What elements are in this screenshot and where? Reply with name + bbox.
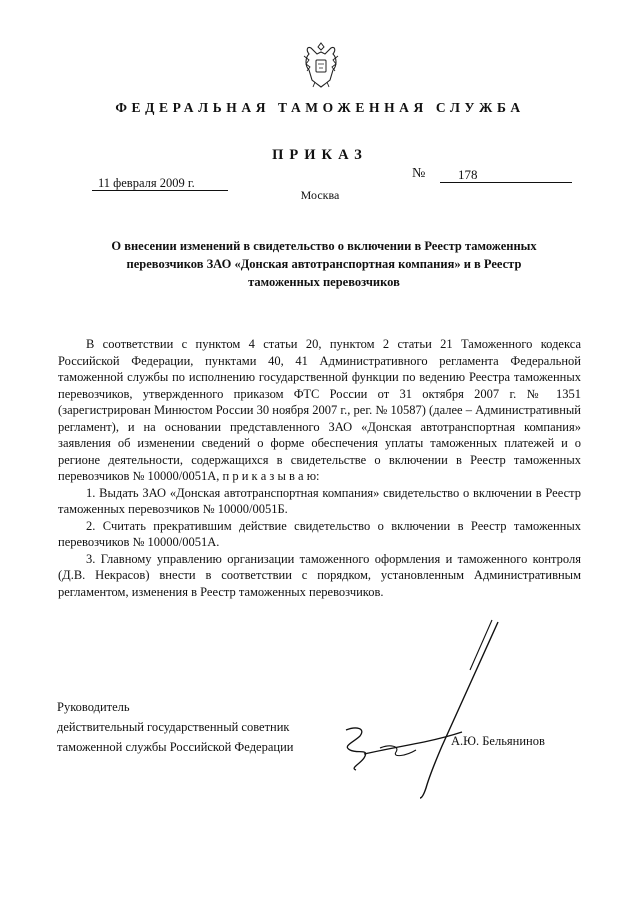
order-date: 11 февраля 2009 г. (92, 176, 228, 191)
subject-line: О внесении изменений в свидетельство о включении в Реестр таможенных (111, 239, 537, 253)
document-type-title: ПРИКАЗ (272, 147, 368, 163)
order-body (58, 336, 581, 600)
order-item-1: 1. Выдать ЗАО «Донская автотранспортная компания» свидетельство о включении в Реестр таможенных перевозчиков № 10000/0051Б. (58, 485, 581, 516)
signatory-rank: действительный государственный советник (57, 720, 290, 734)
order-number: 178 (440, 168, 572, 183)
signatory-rank-cont: таможенной службы Российской Федерации (57, 740, 294, 754)
russian-coat-of-arms-icon (300, 40, 342, 90)
handwritten-signature-icon (320, 600, 520, 800)
city-name: Москва (300, 188, 340, 202)
signatory-name: А.Ю. Бельянинов (451, 734, 545, 748)
order-item-3: 3. Главному управлению организации таможенного оформления и таможенного контроля (Д.В. Некрасов) внести в соответствии с порядком, установленным Административным регламентом, изменения в Реестр таможенных перевозчиков. (58, 551, 581, 599)
agency-name: ФЕДЕРАЛЬНАЯ ТАМОЖЕННАЯ СЛУЖБА (115, 100, 525, 115)
order-subject (74, 237, 574, 291)
preamble-paragraph: В соответствии с пунктом 4 статьи 20, пунктом 2 статьи 21 Таможенного кодекса Российской Федерации, пунктами 40, 41 Административного регламента Федеральной таможенной службы по исполнению государственной функции по ведению Реестра таможенных перевозчиков, утвержденного приказом ФТС России от 31 октября 2007 г. № 1351 (зарегистрирован Минюстом России 30 ноября 2007 г., рег. № 10587) (далее – Административный регламент), и на основании представленного ЗАО «Донская автотранспортная компания» заявления об изменении сведений о форме обеспечения уплаты таможенных платежей и о регионе деятельности, содержащихся в свидетельстве о включении в Реестр таможенных перевозчиков № 10000/0051А, п р и к а з ы в а ю: (58, 337, 581, 483)
subject-line: перевозчиков ЗАО «Донская автотранспортная компания» и в Реестр (126, 257, 522, 271)
number-sign: № (412, 166, 426, 181)
subject-line: таможенных перевозчиков (248, 275, 400, 289)
signatory-position: Руководитель (57, 700, 130, 714)
order-item-2: 2. Считать прекратившим действие свидетельство о включении в Реестр таможенных перевозчиков № 10000/0051А. (58, 518, 581, 549)
